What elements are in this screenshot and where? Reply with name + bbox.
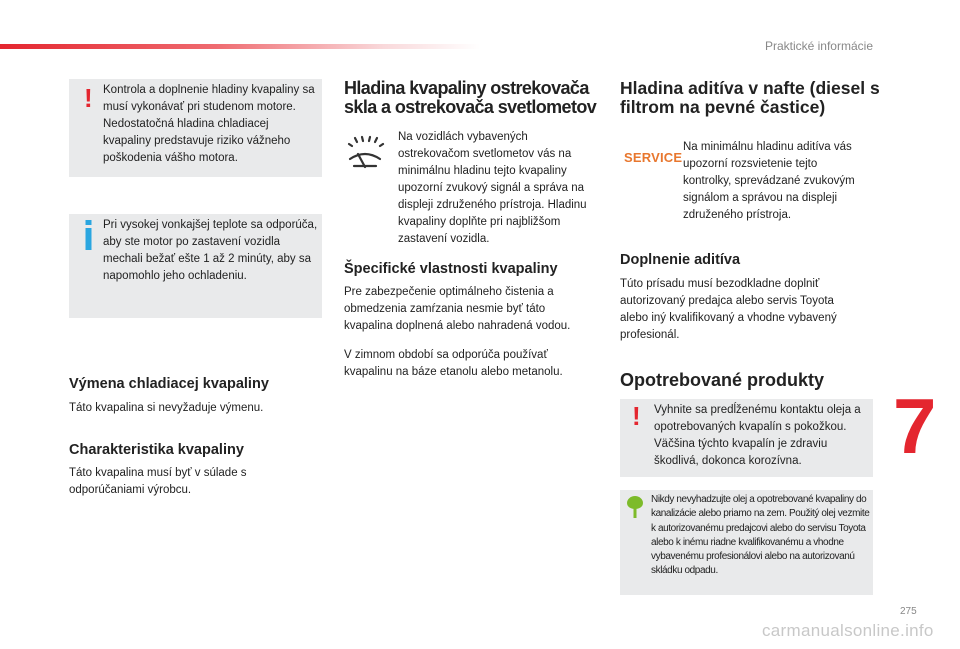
info-note-text: Pri vysokej vonkajšej teplote sa odporúča, aby ste motor po zastavení vozidla mechali bežať ešte 1 až 2 minúty, aby sa napomohlo jeho ochladeniu. (103, 219, 318, 282)
fluid-properties-text-2: V zimnom období sa odporúča používať kvapalinu na báze etanolu alebo metanolu. (344, 349, 563, 378)
info-note (69, 214, 322, 318)
additive-refill-text: Túto prísadu musí bezodkladne doplniť autorizovaný predajca alebo servis Toyota alebo iný kvalifikovaný a vhodne vybavený profesionál. (620, 278, 837, 341)
page-number: 275 (900, 606, 917, 617)
chapter-number: 7 (893, 382, 937, 470)
additive-level-text: Na minimálnu hladinu aditíva vás upozorní rozsvietenie tejto kontrolky, sprevádzané zvukovým signálom a správou na displeji združeného prístroja. (683, 141, 855, 221)
additive-level-heading: Hladina aditíva v nafte (diesel s filtrom na pevné častice) (620, 78, 880, 117)
tree-icon (626, 496, 644, 518)
coolant-replacement-heading: Výmena chladiacej kvapaliny (69, 376, 269, 392)
used-products-warning-text: Vyhnite sa predĺženému kontaktu oleja a opotrebovaných kvapalín s pokožkou. Väčšina týchto kvapalín je zdraviu škodlivá, dokonca korozívna. (654, 404, 861, 467)
warning-note (69, 79, 322, 177)
washer-fluid-text: Na vozidlách vybavených ostrekovačom svetlometov vás na minimálnu hladinu tejto kvapaliny upozorní zvukový signál a správa na displeji združeného prístroja. Hladinu kvapaliny doplňte pri najbližšom zastavení vozidla. (398, 131, 587, 245)
washer-fluid-icon (345, 135, 385, 173)
section-title: Praktické informácie (764, 39, 873, 53)
exclamation-icon: ! (84, 83, 93, 113)
fluid-properties-heading: Špecifické vlastnosti kvapaliny (344, 261, 558, 277)
used-products-warning-note (620, 399, 873, 477)
header-accent-bar (0, 44, 480, 49)
service-warning-icon: SERVICE (624, 150, 683, 165)
coolant-spec-heading: Charakteristika kvapaliny (69, 442, 244, 458)
used-products-heading: Opotrebované produkty (620, 370, 825, 390)
additive-refill-heading: Doplnenie aditíva (620, 252, 741, 268)
warning-note-text: Kontrola a doplnenie hladiny kvapaliny sa musí vykonávať pri studenom motore. Nedostatočná hladina chladiacej kvapaliny predstavuje riziko vážneho poškodenia vášho motora. (103, 84, 315, 164)
fluid-properties-text-1: Pre zabezpečenie optimálneho čistenia a obmedzenia zamŕzania nesmie byť táto kvapalina doplnená alebo nahradená vodou. (344, 286, 571, 332)
info-icon (84, 220, 93, 250)
coolant-spec-text: Táto kvapalina musí byť v súlade s odporúčaniami výrobcu. (69, 467, 247, 496)
environment-note (620, 490, 873, 595)
environment-note-text: Nikdy nevyhadzujte olej a opotrebované kvapaliny do kanalizácie alebo priamo na zem. Použitý olej vezmite k autorizovanému predajcovi alebo do servisu Toyota alebo k inému riadne kvalifikovanému a vhodne vybavenému profesionálovi alebo na autorizovanú skládku odpadu. (651, 494, 870, 577)
watermark: carmanualsonline.info (762, 621, 934, 640)
exclamation-icon: ! (632, 401, 641, 431)
coolant-replacement-text: Táto kvapalina si nevyžaduje výmenu. (69, 402, 264, 414)
washer-fluid-heading: Hladina kvapaliny ostrekovača skla a ostrekovača svetlometov (344, 78, 597, 117)
